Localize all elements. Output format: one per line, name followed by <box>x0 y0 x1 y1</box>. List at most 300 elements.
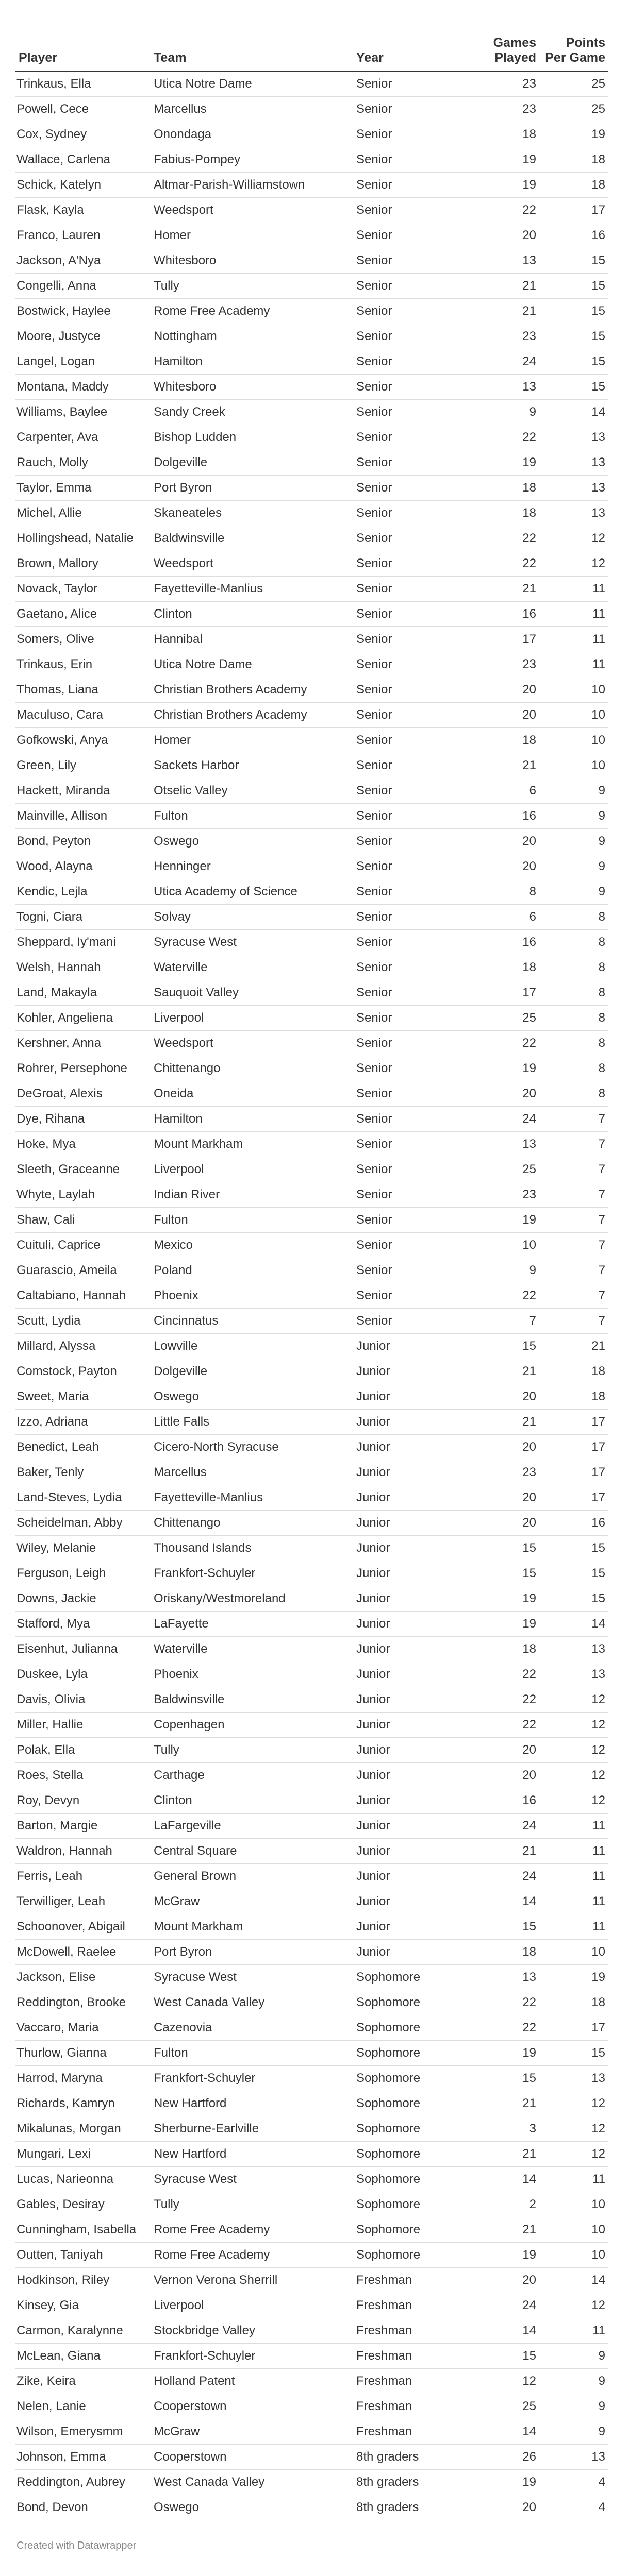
cell-player: Thomas, Liana <box>15 677 151 702</box>
cell-games-played: 22 <box>462 1662 539 1687</box>
cell-games-played: 23 <box>462 652 539 677</box>
cell-team: Dolgeville <box>151 450 353 475</box>
cell-year: Senior <box>353 1283 462 1308</box>
cell-games-played: 23 <box>462 1460 539 1485</box>
table-row <box>15 1182 608 1207</box>
cell-points-per-game: 7 <box>539 1258 608 1283</box>
table-row <box>15 1914 608 1939</box>
cell-points-per-game: 15 <box>539 1586 608 1611</box>
cell-games-played: 9 <box>462 1258 539 1283</box>
cell-team: New Hartford <box>151 2091 353 2116</box>
cell-games-played: 16 <box>462 929 539 955</box>
cell-games-played: 9 <box>462 399 539 425</box>
table-row <box>15 526 608 551</box>
cell-player: Green, Lily <box>15 753 151 778</box>
cell-year: Junior <box>353 1434 462 1460</box>
cell-games-played: 14 <box>462 2166 539 2192</box>
cell-games-played: 13 <box>462 248 539 273</box>
table-row <box>15 551 608 576</box>
cell-points-per-game: 8 <box>539 904 608 929</box>
table-row <box>15 1460 608 1485</box>
cell-year: Senior <box>353 349 462 374</box>
cell-year: Senior <box>353 248 462 273</box>
cell-team: Frankfort-Schuyler <box>151 2065 353 2091</box>
cell-year: Sophomore <box>353 2040 462 2065</box>
cell-games-played: 20 <box>462 2267 539 2293</box>
cell-year: Senior <box>353 828 462 854</box>
cell-games-played: 19 <box>462 1207 539 1232</box>
cell-team: Tully <box>151 1737 353 1762</box>
cell-year: Freshman <box>353 2318 462 2343</box>
cell-team: Phoenix <box>151 1662 353 1687</box>
cell-player: Comstock, Payton <box>15 1359 151 1384</box>
cell-games-played: 19 <box>462 1611 539 1636</box>
cell-player: Welsh, Hannah <box>15 955 151 980</box>
cell-games-played: 22 <box>462 551 539 576</box>
cell-points-per-game: 11 <box>539 1838 608 1863</box>
cell-games-played: 3 <box>462 2116 539 2141</box>
cell-year: Senior <box>353 753 462 778</box>
table-row <box>15 2394 608 2419</box>
cell-team: Fayetteville-Manlius <box>151 576 353 601</box>
cell-player: Richards, Kamryn <box>15 2091 151 2116</box>
cell-player: Caltabiano, Hannah <box>15 1283 151 1308</box>
cell-player: Schick, Katelyn <box>15 172 151 197</box>
cell-games-played: 18 <box>462 500 539 526</box>
cell-year: Junior <box>353 1359 462 1384</box>
table-row <box>15 1131 608 1157</box>
cell-player: McDowell, Raelee <box>15 1939 151 1964</box>
cell-points-per-game: 15 <box>539 349 608 374</box>
cell-games-played: 24 <box>462 1813 539 1838</box>
cell-year: Senior <box>353 551 462 576</box>
cell-team: Solvay <box>151 904 353 929</box>
cell-year: Freshman <box>353 2419 462 2444</box>
cell-year: Senior <box>353 601 462 626</box>
table-row <box>15 1586 608 1611</box>
cell-team: Hamilton <box>151 349 353 374</box>
cell-year: Senior <box>353 399 462 425</box>
table-row <box>15 1510 608 1535</box>
cell-year: Senior <box>353 374 462 399</box>
cell-player: Hoke, Mya <box>15 1131 151 1157</box>
cell-team: Stockbridge Valley <box>151 2318 353 2343</box>
cell-player: Barton, Margie <box>15 1813 151 1838</box>
cell-year: Senior <box>353 172 462 197</box>
cell-player: Michel, Allie <box>15 500 151 526</box>
cell-points-per-game: 15 <box>539 1561 608 1586</box>
table-row <box>15 1384 608 1409</box>
cell-games-played: 23 <box>462 96 539 122</box>
cell-team: Utica Notre Dame <box>151 71 353 96</box>
cell-points-per-game: 14 <box>539 2267 608 2293</box>
cell-games-played: 19 <box>462 172 539 197</box>
cell-player: Reddington, Brooke <box>15 1990 151 2015</box>
table-row <box>15 2343 608 2368</box>
table-row <box>15 1788 608 1813</box>
cell-points-per-game: 18 <box>539 172 608 197</box>
cell-team: Frankfort-Schuyler <box>151 2343 353 2368</box>
cell-team: Oswego <box>151 1384 353 1409</box>
cell-player: Sweet, Maria <box>15 1384 151 1409</box>
table-row <box>15 1106 608 1131</box>
table-header <box>15 0 608 71</box>
table-row <box>15 1232 608 1258</box>
header-games-played[interactable]: Games Played <box>462 0 539 71</box>
cell-points-per-game: 7 <box>539 1207 608 1232</box>
cell-team: Clinton <box>151 601 353 626</box>
table-row <box>15 626 608 652</box>
cell-player: Hodkinson, Riley <box>15 2267 151 2293</box>
cell-year: Senior <box>353 96 462 122</box>
cell-team: Baldwinsville <box>151 526 353 551</box>
cell-team: Homer <box>151 727 353 753</box>
cell-games-played: 8 <box>462 879 539 904</box>
cell-points-per-game: 13 <box>539 1636 608 1662</box>
cell-team: West Canada Valley <box>151 2469 353 2495</box>
cell-points-per-game: 13 <box>539 450 608 475</box>
cell-games-played: 2 <box>462 2192 539 2217</box>
cell-player: Schoonover, Abigail <box>15 1914 151 1939</box>
cell-player: Williams, Baylee <box>15 399 151 425</box>
cell-team: McGraw <box>151 2419 353 2444</box>
cell-year: Junior <box>353 1409 462 1434</box>
cell-points-per-game: 17 <box>539 197 608 223</box>
table-row <box>15 1990 608 2015</box>
cell-games-played: 22 <box>462 197 539 223</box>
cell-points-per-game: 9 <box>539 803 608 828</box>
cell-team: New Hartford <box>151 2141 353 2166</box>
cell-points-per-game: 8 <box>539 980 608 1005</box>
cell-year: Junior <box>353 1561 462 1586</box>
cell-points-per-game: 17 <box>539 1485 608 1510</box>
cell-player: Congelli, Anna <box>15 273 151 298</box>
cell-player: Mungari, Lexi <box>15 2141 151 2166</box>
cell-games-played: 19 <box>462 1586 539 1611</box>
cell-team: Rome Free Academy <box>151 298 353 324</box>
cell-year: Senior <box>353 1131 462 1157</box>
table-row <box>15 147 608 172</box>
table-row <box>15 980 608 1005</box>
table-row <box>15 475 608 500</box>
cell-games-played: 19 <box>462 2242 539 2267</box>
stats-table <box>15 0 608 2520</box>
cell-points-per-game: 9 <box>539 854 608 879</box>
cell-team: Dolgeville <box>151 1359 353 1384</box>
table-row <box>15 1813 608 1838</box>
cell-player: Cuituli, Caprice <box>15 1232 151 1258</box>
cell-games-played: 15 <box>462 1333 539 1359</box>
table-row <box>15 71 608 96</box>
cell-player: Wiley, Melanie <box>15 1535 151 1561</box>
cell-year: Junior <box>353 1662 462 1687</box>
cell-team: Bishop Ludden <box>151 425 353 450</box>
cell-points-per-game: 7 <box>539 1232 608 1258</box>
cell-points-per-game: 25 <box>539 71 608 96</box>
cell-points-per-game: 8 <box>539 1081 608 1106</box>
cell-games-played: 21 <box>462 753 539 778</box>
table-row <box>15 1333 608 1359</box>
cell-points-per-game: 15 <box>539 248 608 273</box>
cell-player: DeGroat, Alexis <box>15 1081 151 1106</box>
cell-team: Cooperstown <box>151 2444 353 2469</box>
cell-year: Sophomore <box>353 1964 462 1990</box>
cell-team: Cooperstown <box>151 2394 353 2419</box>
cell-year: Senior <box>353 980 462 1005</box>
cell-team: Whitesboro <box>151 248 353 273</box>
cell-games-played: 20 <box>462 1485 539 1510</box>
cell-player: Somers, Olive <box>15 626 151 652</box>
cell-points-per-game: 18 <box>539 147 608 172</box>
cell-points-per-game: 8 <box>539 1005 608 1030</box>
cell-team: Thousand Islands <box>151 1535 353 1561</box>
cell-year: Senior <box>353 223 462 248</box>
cell-year: Senior <box>353 576 462 601</box>
cell-team: Port Byron <box>151 1939 353 1964</box>
cell-team: Central Square <box>151 1838 353 1863</box>
cell-team: Sackets Harbor <box>151 753 353 778</box>
cell-player: Franco, Lauren <box>15 223 151 248</box>
cell-points-per-game: 10 <box>539 2217 608 2242</box>
cell-points-per-game: 11 <box>539 1889 608 1914</box>
cell-year: Senior <box>353 929 462 955</box>
cell-team: Rome Free Academy <box>151 2242 353 2267</box>
cell-player: Benedict, Leah <box>15 1434 151 1460</box>
cell-year: Junior <box>353 1586 462 1611</box>
cell-games-played: 20 <box>462 1510 539 1535</box>
cell-year: Junior <box>353 1788 462 1813</box>
cell-games-played: 13 <box>462 1131 539 1157</box>
cell-year: Senior <box>353 1232 462 1258</box>
cell-team: Sherburne-Earlville <box>151 2116 353 2141</box>
table-row <box>15 2293 608 2318</box>
cell-points-per-game: 15 <box>539 298 608 324</box>
cell-team: Utica Notre Dame <box>151 652 353 677</box>
table-row <box>15 803 608 828</box>
cell-player: Davis, Olivia <box>15 1687 151 1712</box>
header-player[interactable]: Player <box>15 0 151 71</box>
cell-player: Flask, Kayla <box>15 197 151 223</box>
cell-team: Poland <box>151 1258 353 1283</box>
cell-games-played: 16 <box>462 1788 539 1813</box>
cell-points-per-game: 10 <box>539 702 608 727</box>
cell-player: Stafford, Mya <box>15 1611 151 1636</box>
cell-year: Senior <box>353 425 462 450</box>
cell-points-per-game: 14 <box>539 399 608 425</box>
cell-points-per-game: 11 <box>539 1914 608 1939</box>
datawrapper-credit[interactable]: Created with Datawrapper <box>16 2539 137 2551</box>
cell-year: Sophomore <box>353 2015 462 2040</box>
cell-player: Wood, Alayna <box>15 854 151 879</box>
cell-team: Mount Markham <box>151 1914 353 1939</box>
table-row <box>15 601 608 626</box>
table-row <box>15 879 608 904</box>
cell-points-per-game: 12 <box>539 2091 608 2116</box>
cell-games-played: 14 <box>462 2318 539 2343</box>
cell-year: Freshman <box>353 2267 462 2293</box>
header-year[interactable]: Year <box>353 0 462 71</box>
table-row <box>15 122 608 147</box>
table-body <box>15 71 608 2520</box>
cell-year: Sophomore <box>353 2116 462 2141</box>
cell-points-per-game: 7 <box>539 1182 608 1207</box>
cell-year: 8th graders <box>353 2469 462 2495</box>
cell-year: Senior <box>353 450 462 475</box>
cell-year: Senior <box>353 122 462 147</box>
cell-games-played: 22 <box>462 1712 539 1737</box>
cell-team: Weedsport <box>151 551 353 576</box>
cell-points-per-game: 12 <box>539 2116 608 2141</box>
table-row <box>15 1535 608 1561</box>
cell-games-played: 21 <box>462 2091 539 2116</box>
cell-points-per-game: 13 <box>539 500 608 526</box>
cell-games-played: 10 <box>462 1232 539 1258</box>
cell-year: Sophomore <box>353 2242 462 2267</box>
table-row <box>15 2091 608 2116</box>
cell-games-played: 22 <box>462 1990 539 2015</box>
cell-player: Hackett, Miranda <box>15 778 151 803</box>
cell-points-per-game: 17 <box>539 1460 608 1485</box>
table-row <box>15 96 608 122</box>
cell-team: Christian Brothers Academy <box>151 702 353 727</box>
cell-player: Thurlow, Gianna <box>15 2040 151 2065</box>
cell-points-per-game: 9 <box>539 2368 608 2394</box>
cell-games-played: 13 <box>462 374 539 399</box>
cell-year: Senior <box>353 1308 462 1333</box>
cell-year: Sophomore <box>353 2141 462 2166</box>
cell-team: Clinton <box>151 1788 353 1813</box>
cell-games-played: 18 <box>462 475 539 500</box>
cell-year: Senior <box>353 197 462 223</box>
cell-points-per-game: 8 <box>539 955 608 980</box>
cell-year: Junior <box>353 1510 462 1535</box>
cell-games-played: 20 <box>462 677 539 702</box>
cell-games-played: 17 <box>462 980 539 1005</box>
cell-player: Shaw, Cali <box>15 1207 151 1232</box>
cell-year: Senior <box>353 854 462 879</box>
cell-player: Waldron, Hannah <box>15 1838 151 1863</box>
cell-points-per-game: 13 <box>539 2444 608 2469</box>
cell-player: Polak, Ella <box>15 1737 151 1762</box>
table-row <box>15 702 608 727</box>
cell-player: Bond, Devon <box>15 2495 151 2520</box>
cell-points-per-game: 10 <box>539 2242 608 2267</box>
cell-team: Chittenango <box>151 1510 353 1535</box>
cell-team: Sauquoit Valley <box>151 980 353 1005</box>
cell-team: Cincinnatus <box>151 1308 353 1333</box>
cell-games-played: 19 <box>462 2469 539 2495</box>
cell-player: Ferris, Leah <box>15 1863 151 1889</box>
cell-team: LaFayette <box>151 1611 353 1636</box>
cell-team: Hamilton <box>151 1106 353 1131</box>
header-team[interactable]: Team <box>151 0 353 71</box>
cell-games-played: 15 <box>462 1535 539 1561</box>
cell-player: Cox, Sydney <box>15 122 151 147</box>
cell-games-played: 20 <box>462 854 539 879</box>
cell-player: McLean, Giana <box>15 2343 151 2368</box>
table-row <box>15 500 608 526</box>
cell-games-played: 17 <box>462 626 539 652</box>
cell-games-played: 19 <box>462 1056 539 1081</box>
table-row <box>15 1662 608 1687</box>
cell-year: Senior <box>353 955 462 980</box>
cell-points-per-game: 11 <box>539 2318 608 2343</box>
cell-games-played: 15 <box>462 2343 539 2368</box>
cell-points-per-game: 12 <box>539 1788 608 1813</box>
cell-team: Oswego <box>151 828 353 854</box>
cell-team: Henninger <box>151 854 353 879</box>
cell-games-played: 20 <box>462 702 539 727</box>
table-row <box>15 1207 608 1232</box>
cell-team: Copenhagen <box>151 1712 353 1737</box>
cell-team: Fulton <box>151 803 353 828</box>
cell-team: Fayetteville-Manlius <box>151 1485 353 1510</box>
cell-player: Mikalunas, Morgan <box>15 2116 151 2141</box>
cell-points-per-game: 18 <box>539 1990 608 2015</box>
table-row <box>15 1485 608 1510</box>
cell-points-per-game: 19 <box>539 1964 608 1990</box>
table-row <box>15 1056 608 1081</box>
cell-points-per-game: 17 <box>539 2015 608 2040</box>
cell-team: Fulton <box>151 2040 353 2065</box>
cell-points-per-game: 16 <box>539 1510 608 1535</box>
cell-points-per-game: 8 <box>539 929 608 955</box>
cell-points-per-game: 17 <box>539 1409 608 1434</box>
cell-year: Freshman <box>353 2368 462 2394</box>
cell-team: Marcellus <box>151 1460 353 1485</box>
cell-games-played: 14 <box>462 1889 539 1914</box>
cell-team: Christian Brothers Academy <box>151 677 353 702</box>
cell-player: Zike, Keira <box>15 2368 151 2394</box>
cell-year: Senior <box>353 1182 462 1207</box>
cell-player: Sheppard, Iy'mani <box>15 929 151 955</box>
table-row <box>15 1030 608 1056</box>
cell-team: Fulton <box>151 1207 353 1232</box>
cell-player: Mainville, Allison <box>15 803 151 828</box>
table-row <box>15 778 608 803</box>
cell-team: LaFargeville <box>151 1813 353 1838</box>
cell-player: Nelen, Lanie <box>15 2394 151 2419</box>
table-row <box>15 828 608 854</box>
table-row <box>15 652 608 677</box>
table-row <box>15 1889 608 1914</box>
cell-team: Liverpool <box>151 1005 353 1030</box>
cell-player: Kendic, Lejla <box>15 879 151 904</box>
cell-games-played: 21 <box>462 2141 539 2166</box>
cell-points-per-game: 12 <box>539 2141 608 2166</box>
cell-team: Utica Academy of Science <box>151 879 353 904</box>
cell-year: Junior <box>353 1889 462 1914</box>
cell-points-per-game: 11 <box>539 626 608 652</box>
cell-year: Senior <box>353 147 462 172</box>
cell-games-played: 6 <box>462 904 539 929</box>
cell-player: Carpenter, Ava <box>15 425 151 450</box>
cell-points-per-game: 12 <box>539 1712 608 1737</box>
cell-points-per-game: 15 <box>539 1535 608 1561</box>
cell-team: Cazenovia <box>151 2015 353 2040</box>
cell-games-played: 21 <box>462 273 539 298</box>
cell-points-per-game: 10 <box>539 677 608 702</box>
table-row <box>15 1434 608 1460</box>
table-row <box>15 2495 608 2520</box>
table-row <box>15 677 608 702</box>
cell-team: Lowville <box>151 1333 353 1359</box>
cell-games-played: 22 <box>462 1283 539 1308</box>
header-points-per-game[interactable]: Points Per Game <box>539 0 608 71</box>
cell-team: Waterville <box>151 955 353 980</box>
cell-games-played: 23 <box>462 324 539 349</box>
cell-games-played: 6 <box>462 778 539 803</box>
